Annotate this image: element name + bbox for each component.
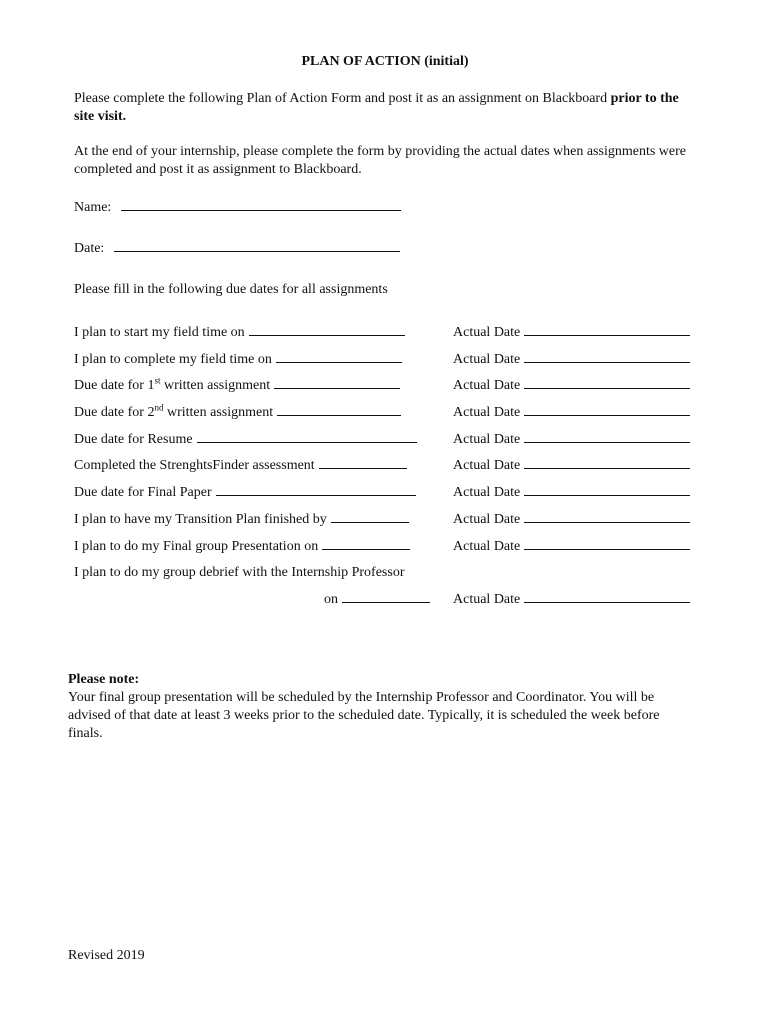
revision-footer: Revised 2019 <box>68 948 145 963</box>
actual-date-field[interactable] <box>524 376 690 389</box>
plan-row-transition-plan <box>74 510 434 528</box>
plan-row-final-presentation <box>74 537 434 555</box>
actual-date-label: Actual Date <box>453 325 521 340</box>
planned-date-field[interactable] <box>322 537 410 550</box>
actual-date-field[interactable] <box>524 323 690 336</box>
row-label-pre: Due date for 1 <box>74 378 155 393</box>
actual-row-resume <box>453 430 690 448</box>
row-label-sup: nd <box>154 402 164 413</box>
note-heading: Please note: <box>68 672 140 687</box>
actual-row-field-complete <box>453 350 690 368</box>
plan-row-final-paper <box>74 483 434 501</box>
note-body: Your final group presentation will be scheduled by the Internship Professor and Coordinator. You will be advised of that date at least 3 weeks prior to the scheduled date. Typically, it is scheduled the week before finals. <box>68 690 660 741</box>
actual-date-field[interactable] <box>524 483 690 496</box>
due-dates-prompt: Please fill in the following due dates for all assignments <box>74 282 388 297</box>
intro-text: Please complete the following Plan of Action Form and post it as an assignment on Blackboard <box>74 91 611 106</box>
actual-row-second-assignment <box>453 403 690 421</box>
actual-row-final-paper <box>453 483 690 501</box>
name-label: Name: <box>74 200 112 215</box>
actual-date-label: Actual Date <box>453 512 521 527</box>
row-label: Due date for Resume <box>74 432 193 447</box>
plan-row-second-assignment <box>74 403 434 421</box>
plan-row-field-complete <box>74 350 434 368</box>
row-label: Due date for Final Paper <box>74 485 212 500</box>
plan-row-first-assignment <box>74 376 434 394</box>
actual-date-label: Actual Date <box>453 432 521 447</box>
planned-date-field[interactable] <box>197 430 417 443</box>
row-label: Completed the StrenghtsFinder assessment <box>74 458 315 473</box>
actual-date-label: Actual Date <box>453 485 521 500</box>
row-label: I plan to start my field time on <box>74 325 245 340</box>
actual-date-field[interactable] <box>524 350 690 363</box>
actual-row-strengthsfinder <box>453 456 690 474</box>
planned-date-field[interactable] <box>276 350 402 363</box>
intro-bold-text: prior to the site visit. <box>74 91 679 124</box>
date-field[interactable] <box>114 239 400 252</box>
date-label: Date: <box>74 241 105 256</box>
row-label-post: written assignment <box>163 405 274 420</box>
actual-row-debrief <box>453 590 690 608</box>
row-label-post: written assignment <box>160 378 271 393</box>
name-field[interactable] <box>121 198 401 211</box>
actual-row-final-presentation <box>453 537 690 555</box>
note-section <box>68 671 694 743</box>
actual-date-field[interactable] <box>524 590 690 603</box>
row-label: I plan to complete my field time on <box>74 352 272 367</box>
actual-row-first-assignment <box>453 376 690 394</box>
actual-row-field-start <box>453 323 690 341</box>
row-label-sup: st <box>154 375 161 386</box>
name-field-row <box>74 198 401 216</box>
plan-row-strengthsfinder <box>74 456 434 474</box>
plan-row-field-start <box>74 323 434 341</box>
debrief-on-label: on <box>324 592 338 607</box>
actual-date-field[interactable] <box>524 403 690 416</box>
planned-date-field[interactable] <box>342 590 430 603</box>
form-title: PLAN OF ACTION (initial) <box>301 54 469 69</box>
planned-date-field[interactable] <box>319 456 407 469</box>
actual-date-field[interactable] <box>524 510 690 523</box>
plan-row-resume <box>74 430 434 448</box>
plan-row-debrief-line2 <box>324 590 430 608</box>
actual-date-field[interactable] <box>524 456 690 469</box>
planned-date-field[interactable] <box>249 323 405 336</box>
row-label: I plan to have my Transition Plan finished by <box>74 512 327 527</box>
date-field-row <box>74 239 400 257</box>
actual-date-label: Actual Date <box>453 352 521 367</box>
intro-paragraph <box>74 90 686 126</box>
actual-date-label: Actual Date <box>453 378 521 393</box>
plan-row-debrief-line1: I plan to do my group debrief with the Internship Professor <box>74 565 405 580</box>
planned-date-field[interactable] <box>331 510 409 523</box>
planned-date-field[interactable] <box>216 483 416 496</box>
actual-date-label: Actual Date <box>453 405 521 420</box>
actual-row-transition-plan <box>453 510 690 528</box>
row-label: I plan to do my Final group Presentation on <box>74 539 319 554</box>
actual-date-label: Actual Date <box>453 458 521 473</box>
actual-date-label: Actual Date <box>453 592 521 607</box>
actual-date-label: Actual Date <box>453 539 521 554</box>
row-label-pre: Due date for 2 <box>74 405 155 420</box>
actual-date-field[interactable] <box>524 430 690 443</box>
instructions-paragraph: At the end of your internship, please complete the form by providing the actual dates when assignments were completed and post it as assignment to Blackboard. <box>74 144 686 177</box>
actual-date-field[interactable] <box>524 537 690 550</box>
planned-date-field[interactable] <box>277 403 401 416</box>
planned-date-field[interactable] <box>274 376 400 389</box>
